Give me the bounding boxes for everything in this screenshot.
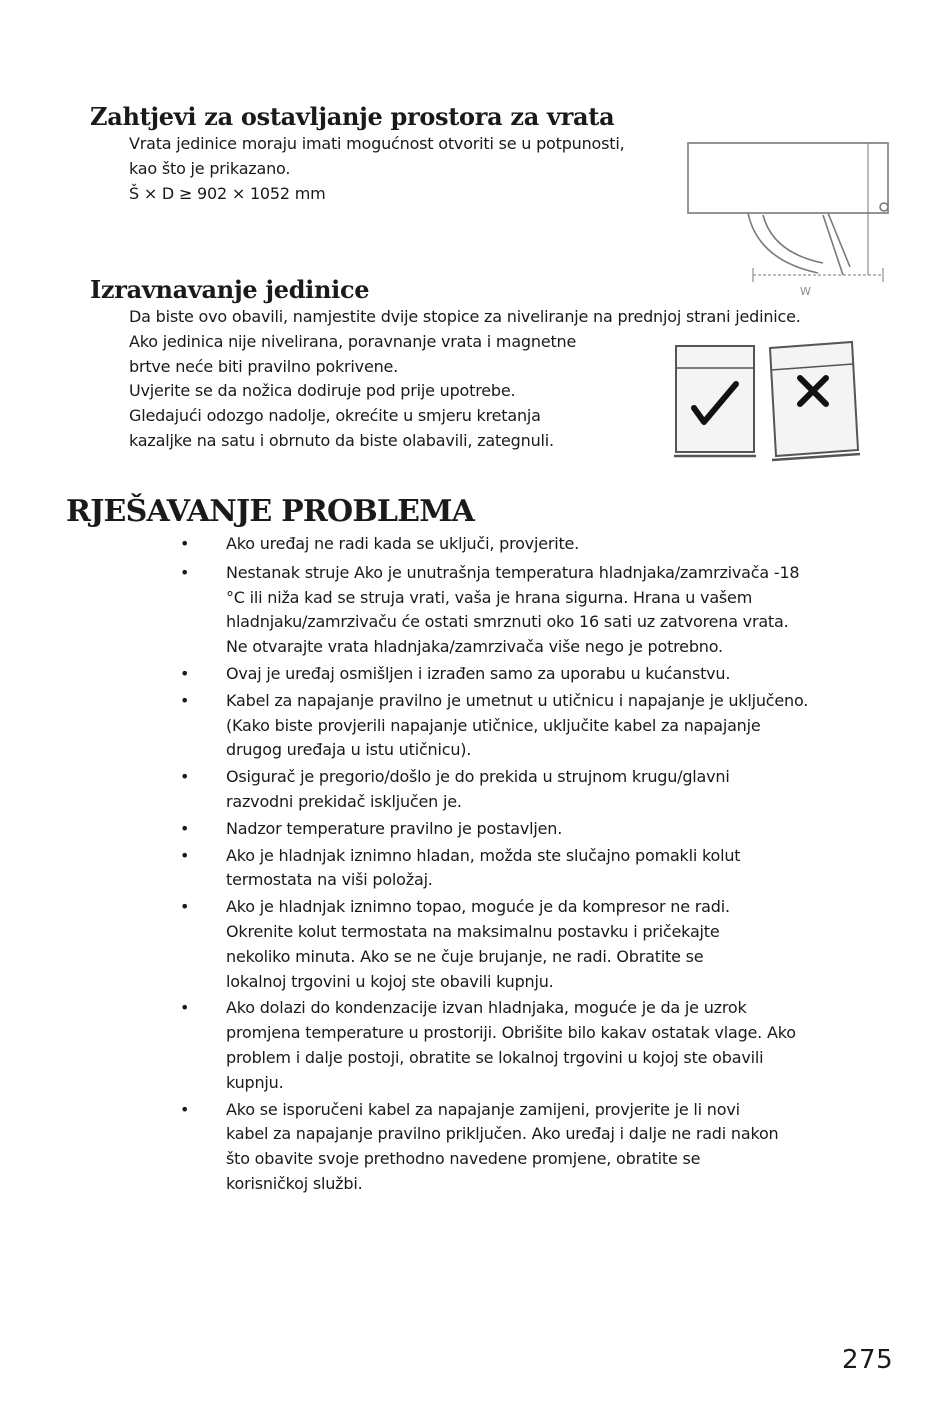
list-item [226,895,808,994]
door-clearance-heading: Zahtjevi za ostavljanje prostora za vrata [90,102,615,131]
text-line: što obavite svoje prethodno navedene promjene, obratite se [226,1149,701,1169]
text-line: hladnjaku/zamrzivaču će ostati smrznuti oko 16 sati uz zatvorena vrata. [226,612,789,632]
text-line: • Kabel za napajanje pravilno je umetnut u utičnicu i napajanje je uključeno. [226,690,809,710]
text-line: • Nestanak struje Ako je unutrašnja temperatura hladnjaka/zamrzivača -18 [226,562,800,582]
text-line: termostata na viši položaj. [226,870,433,890]
text-line: • Nadzor temperature pravilno je postavljen. [226,818,563,838]
text-line: Ako jedinica nije nivelirana, poravnanje vrata i magnetne [129,331,577,351]
text-line: kao što je prikazano. [129,158,291,178]
leveling-heading: Izravnavanje jedinice [90,275,370,304]
tilted-fridge-outline [770,342,858,456]
text-line: • Ako je hladnjak iznimno topao, moguće je da kompresor ne radi. [226,897,730,917]
door-clearance-figure [678,135,900,300]
text-line: • Ovaj je uređaj osmišljen i izrađen samo za uporabu u kućanstvu. [226,663,731,683]
text-line: °C ili niža kad se struja vrati, vaša je hrana sigurna. Hrana u vašem [226,587,753,607]
list-item [226,996,808,1095]
text-line: korisničkoj službi. [226,1173,363,1193]
text-line: Vrata jedinice moraju imati mogućnost otvoriti se u potpunosti, [129,134,625,153]
text-line: • Ako uređaj ne radi kada se uključi, provjerite. [226,534,580,553]
text-line: promjena temperature u prostoriji. Obrišite bilo kakav ostatak vlage. Ako [226,1023,796,1043]
leveling-figure [670,338,865,466]
list-item [226,817,808,842]
list-item [226,561,808,660]
text-line: • Ako je hladnjak iznimno hladan, možda ste slučajno pomakli kolut [226,845,741,865]
door-clearance-text [129,132,625,206]
text-line: nekoliko minuta. Ako se ne čuje brujanje, ne radi. Obratite se [226,946,704,966]
text-line: kabel za napajanje pravilno priključen. Ako uređaj i dalje ne radi nakon [226,1124,779,1144]
list-item [226,532,808,557]
troubleshooting-heading: RJEŠAVANJE PROBLEMA [66,494,475,529]
door-swing-arc [748,213,818,273]
list-item [226,1098,808,1197]
text-line: Okrenite kolut termostata na maksimalnu postavku i pričekajte [226,921,720,941]
list-item [226,662,808,687]
text-line: problem i dalje postoji, obratite se lokalnoj trgovini u kojoj ste obavili [226,1047,764,1067]
text-line: lokalnoj trgovini u kojoj ste obavili kupnju. [226,971,554,991]
fridge-top-outline [688,143,888,213]
text-line: Gledajući odozgo nadolje, okrećite u smjeru kretanja [129,406,541,426]
list-item [226,844,808,894]
text-line: brtve neće biti pravilno pokrivene. [129,356,399,376]
text-line: kupnju. [226,1072,284,1092]
text-line: drugog uređaja u istu utičnicu). [226,740,472,760]
text-line: kazaljke na satu i obrnuto da biste olabavili, zategnuli. [129,430,554,450]
troubleshooting-list [226,532,808,1197]
figure-width-label: W [800,285,811,298]
text-line: Š × D ≥ 902 × 1052 mm [129,183,326,203]
text-line: Ne otvarajte vrata hladnjaka/zamrzivača više nego je potrebno. [226,637,723,657]
text-line: Uvjerite se da nožica dodiruje pod prije upotrebe. [129,381,516,401]
text-line: • Ako dolazi do kondenzacije izvan hladnjaka, moguće je da je uzrok [226,998,747,1018]
text-line: (Kako biste provjerili napajanje utičnice, uključite kabel za napajanje [226,715,761,735]
list-item [226,689,808,763]
page-number: 275 [842,1345,894,1375]
hinge-icon [880,203,888,211]
text-line: • Osigurač je pregorio/došlo je do prekida u strujnom krugu/glavni [226,767,730,787]
text-line: Da biste ovo obavili, namjestite dvije stopice za niveliranje na prednjoj strani jedinice. [129,307,801,326]
level-fridge-outline [676,346,754,452]
text-line: razvodni prekidač isključen je. [226,791,462,811]
text-line: • Ako se isporučeni kabel za napajanje zamijeni, provjerite je li novi [226,1099,740,1119]
list-item [226,765,808,815]
